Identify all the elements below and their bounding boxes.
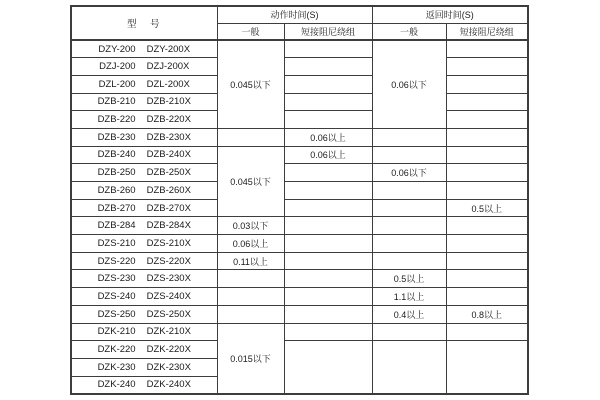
return-damping-cell — [446, 182, 528, 200]
action-damping-cell — [284, 323, 372, 341]
model-name-variant: DZS-220X — [146, 255, 191, 267]
header-return-damping: 短接阻尼绕组 — [446, 23, 528, 40]
model-name-primary: DZS-210 — [97, 237, 136, 249]
return-damping-cell — [446, 270, 528, 288]
return-general-cell: 0.5以上 — [372, 270, 446, 288]
model-name-primary: DZB-270 — [97, 202, 136, 214]
action-general-cell: 0.03以下 — [217, 217, 284, 235]
model-name-variant: DZK-210X — [146, 326, 191, 338]
return-general-cell — [372, 341, 446, 394]
return-general-cell — [372, 252, 446, 270]
action-general-cell: 0.015以下 — [217, 323, 284, 394]
return-damping-cell — [446, 235, 528, 253]
model-cell — [71, 288, 217, 306]
model-name-variant: DZB-230X — [146, 131, 191, 143]
model-name-variant: DZK-240X — [146, 379, 191, 391]
model-cell — [71, 358, 217, 376]
action-damping-cell — [284, 252, 372, 270]
action-damping-cell: 0.06以上 — [284, 146, 372, 164]
model-cell — [71, 270, 217, 288]
model-name-variant: DZB-240X — [146, 149, 191, 161]
model-cell — [71, 323, 217, 341]
model-name-variant: DZK-220X — [146, 344, 191, 356]
table-row — [71, 93, 528, 111]
model-cell — [71, 93, 217, 111]
model-cell — [71, 305, 217, 323]
model-cell — [71, 58, 217, 76]
table-row — [71, 182, 528, 200]
model-name-variant: DZY-200X — [146, 43, 191, 55]
model-cell — [71, 164, 217, 182]
model-name-variant: DZB-220X — [146, 114, 191, 126]
return-damping-cell — [446, 341, 528, 394]
return-damping-cell — [446, 93, 528, 111]
action-general-cell: 0.06以上 — [217, 235, 284, 253]
model-cell — [71, 111, 217, 129]
header-action-damping: 短接阻尼绕组 — [284, 23, 372, 40]
return-damping-cell: 0.5以上 — [446, 199, 528, 217]
model-name-primary: DZK-240 — [97, 379, 136, 391]
header-model: 型 号 — [71, 6, 217, 40]
model-name-variant: DZB-270X — [146, 202, 191, 214]
return-general-cell: 0.4以上 — [372, 305, 446, 323]
table-row — [71, 235, 528, 253]
table-row — [71, 75, 528, 93]
action-general-cell: 0.11以上 — [217, 252, 284, 270]
action-damping-cell — [284, 305, 372, 323]
return-general-cell — [372, 199, 446, 217]
return-general-cell — [372, 182, 446, 200]
model-cell — [71, 376, 217, 394]
model-name-primary: DZB-250 — [97, 167, 136, 179]
action-general-cell — [217, 128, 284, 146]
model-name-primary: DZB-284 — [97, 220, 136, 232]
action-general-cell — [217, 305, 284, 323]
return-damping-cell — [446, 111, 528, 129]
return-damping-cell — [446, 128, 528, 146]
action-damping-cell — [284, 75, 372, 93]
model-name-variant: DZJ-200X — [146, 61, 190, 73]
table-row — [71, 111, 528, 129]
action-general-cell: 0.045以下 — [217, 146, 284, 217]
model-name-primary: DZS-240 — [97, 290, 136, 302]
action-damping-cell — [284, 164, 372, 182]
action-general-cell — [217, 270, 284, 288]
model-name-primary: DZB-210 — [97, 96, 136, 108]
action-damping-cell: 0.06以上 — [284, 128, 372, 146]
model-name-primary: DZB-240 — [97, 149, 136, 161]
action-damping-cell — [284, 270, 372, 288]
spec-table — [70, 5, 529, 395]
return-general-cell — [372, 146, 446, 164]
model-cell — [71, 75, 217, 93]
model-name-variant: DZB-284X — [146, 220, 191, 232]
table-row — [71, 164, 528, 182]
table-row — [71, 40, 528, 58]
model-name-variant: DZK-230X — [146, 361, 191, 373]
model-name-primary: DZB-260 — [97, 184, 136, 196]
model-cell — [71, 40, 217, 58]
header-action-general: 一般 — [217, 23, 284, 40]
action-general-cell — [217, 288, 284, 306]
action-damping-cell — [284, 93, 372, 111]
table-row — [71, 146, 528, 164]
table-row — [71, 305, 528, 323]
header-return-time: 返回时间(S) — [372, 6, 528, 23]
return-damping-cell — [446, 75, 528, 93]
model-name-primary: DZS-220 — [97, 255, 136, 267]
return-damping-cell — [446, 217, 528, 235]
model-name-variant: DZB-250X — [146, 167, 191, 179]
model-name-variant: DZS-250X — [146, 308, 191, 320]
return-damping-cell — [446, 252, 528, 270]
action-damping-cell — [284, 199, 372, 217]
model-name-primary: DZL-200 — [98, 78, 136, 90]
model-name-primary: DZK-210 — [97, 326, 136, 338]
model-cell — [71, 128, 217, 146]
model-name-variant: DZS-240X — [146, 290, 191, 302]
model-name-primary: DZS-230 — [97, 273, 136, 285]
model-name-primary: DZY-200 — [98, 43, 136, 55]
return-general-cell — [372, 235, 446, 253]
return-general-cell: 0.06以下 — [372, 40, 446, 128]
model-name-primary: DZB-230 — [97, 131, 136, 143]
header-return-general: 一般 — [372, 23, 446, 40]
return-general-cell — [372, 217, 446, 235]
model-name-variant: DZS-230X — [146, 273, 191, 285]
model-name-primary: DZK-220 — [97, 344, 136, 356]
action-damping-cell — [284, 111, 372, 129]
model-cell — [71, 252, 217, 270]
return-general-cell: 1.1以上 — [372, 288, 446, 306]
model-name-variant: DZL-200X — [146, 78, 190, 90]
return-damping-cell — [446, 40, 528, 58]
model-name-variant: DZS-210X — [146, 237, 191, 249]
table-row — [71, 270, 528, 288]
table-row — [71, 128, 528, 146]
header-action-time: 动作时间(S) — [217, 6, 372, 23]
action-damping-cell — [284, 40, 372, 58]
action-damping-cell — [284, 235, 372, 253]
return-general-cell: 0.06以下 — [372, 164, 446, 182]
action-damping-cell — [284, 341, 372, 394]
return-damping-cell — [446, 323, 528, 341]
return-damping-cell — [446, 58, 528, 76]
model-cell — [71, 199, 217, 217]
table-row — [71, 341, 528, 359]
return-damping-cell — [446, 146, 528, 164]
return-general-cell — [372, 323, 446, 341]
table-row — [71, 323, 528, 341]
model-name-primary: DZB-220 — [97, 114, 136, 126]
model-cell — [71, 146, 217, 164]
model-name-primary: DZK-230 — [97, 361, 136, 373]
table-row — [71, 288, 528, 306]
return-damping-cell — [446, 288, 528, 306]
table-row — [71, 252, 528, 270]
action-damping-cell — [284, 217, 372, 235]
model-cell — [71, 182, 217, 200]
return-damping-cell — [446, 164, 528, 182]
return-damping-cell: 0.8以上 — [446, 305, 528, 323]
model-name-primary: DZS-250 — [97, 308, 136, 320]
model-name-primary: DZJ-200 — [99, 61, 136, 73]
model-cell — [71, 235, 217, 253]
action-damping-cell — [284, 182, 372, 200]
model-cell — [71, 341, 217, 359]
table-row — [71, 199, 528, 217]
model-cell — [71, 217, 217, 235]
action-damping-cell — [284, 58, 372, 76]
action-damping-cell — [284, 288, 372, 306]
model-name-variant: DZB-260X — [146, 184, 191, 196]
return-general-cell — [372, 128, 446, 146]
model-name-variant: DZB-210X — [146, 96, 191, 108]
action-general-cell: 0.045以下 — [217, 40, 284, 128]
table-row — [71, 217, 528, 235]
table-row — [71, 58, 528, 76]
